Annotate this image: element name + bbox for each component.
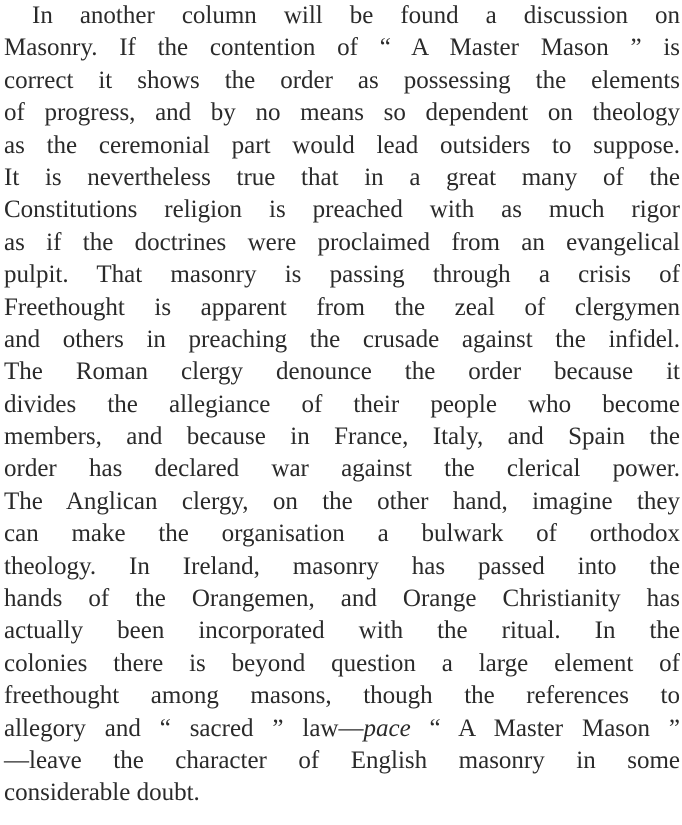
text-line: —leave the character of English masonry in some (4, 746, 680, 774)
text-line: In another column will be found a discussion on (32, 2, 680, 29)
masonry-paragraph (4, 0, 680, 810)
text-line: It is nevertheless true that in a great many of the (4, 163, 680, 191)
text-line: colonies there is beyond question a large element of (4, 649, 680, 677)
text-line: correct it shows the order as possessing the elements (4, 66, 680, 94)
text-line: of progress, and by no means so dependent on theology (4, 99, 680, 127)
text-line: as if the doctrines were proclaimed from an evangelical (4, 228, 680, 256)
text-segment: allegory and “ sacred ” law— (4, 714, 364, 742)
text-line: considerable doubt. (4, 779, 200, 807)
text-line: can make the organisation a bulwark of orthodox (4, 520, 680, 548)
text-line: The Roman clergy denounce the order because it (4, 358, 680, 386)
text-line: pulpit. That masonry is passing through a crisis of (4, 261, 680, 289)
italic-word: pace (363, 714, 411, 742)
text-line: theology. In Ireland, masonry has passed into the (4, 552, 680, 580)
text-line: members, and because in France, Italy, and Spain the (4, 423, 680, 451)
text-line: divides the allegiance of their people who become (4, 390, 680, 418)
text-line: freethought among masons, though the references to (4, 682, 680, 710)
text-line: The Anglican clergy, on the other hand, imagine they (4, 487, 680, 515)
text-line: actually been incorporated with the ritual. In the (4, 617, 680, 645)
text-segment: “ A Master Mason ” (410, 714, 680, 742)
text-line: Masonry. If the contention of “ A Master Mason ” is (4, 34, 680, 62)
text-line: Constitutions religion is preached with as much rigor (4, 196, 680, 224)
text-line: hands of the Orangemen, and Orange Christianity has (4, 585, 680, 613)
text-line-with-italic (4, 713, 680, 745)
text-line: order has declared war against the clerical power. (4, 455, 680, 483)
text-line: and others in preaching the crusade against the infidel. (4, 325, 680, 353)
text-line: Freethought is apparent from the zeal of clergymen (4, 293, 680, 321)
text-line: as the ceremonial part would lead outsiders to suppose. (4, 131, 680, 159)
